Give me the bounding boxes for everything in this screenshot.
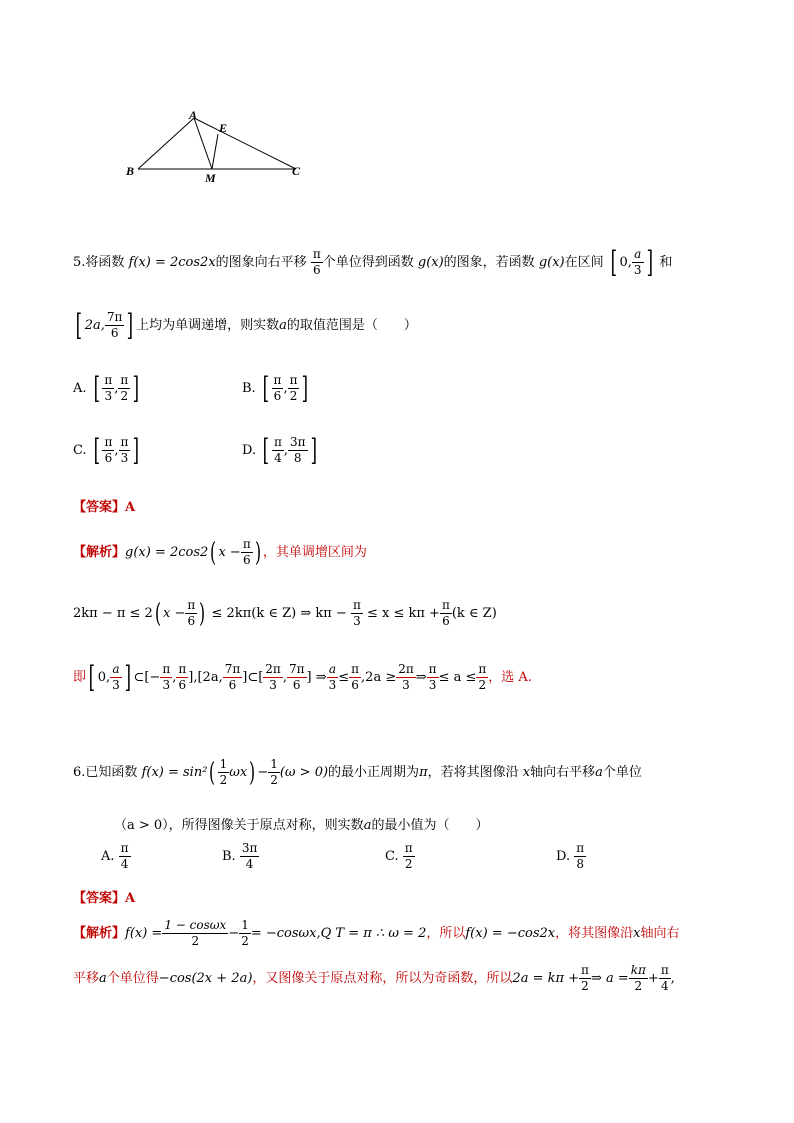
q6-answer: 【答案】A xyxy=(73,891,136,906)
q5-interval1-frac: $\frac{a}{3}$ xyxy=(633,247,642,277)
vertex-label-b: B xyxy=(126,164,135,178)
vertex-label-c: C xyxy=(292,164,301,178)
vertex-label-a: A xyxy=(189,108,198,122)
q5-option-d[interactable]: D. [ $\frac{\pi}{4}$ , $\frac{3\pi}{8}$ ] xyxy=(242,432,317,468)
q5-fx: f(x) = 2cos2x xyxy=(128,255,216,270)
q6-analysis-line2: 平移a个单位得−cos(2x + 2a)，又图像关于原点对称，所以为奇函数，所以2a = kπ + $\frac{\pi}{2}$ ⇒ a = $\frac{k\pi}{2}$ + $\frac{\pi}{4}$ , xyxy=(73,963,675,993)
q5-answer: 【答案】A xyxy=(73,500,136,515)
q6-option-d[interactable]: D. $\frac{\pi}{8}$ xyxy=(556,841,585,871)
vertex-label-e: E xyxy=(219,121,228,135)
q5-interval2-frac: $\frac{7\pi}{6}$ xyxy=(106,310,123,340)
q5-analysis-line1: 【解析】g(x) = 2cos2( x − $\frac{\pi}{6}$ ) ，其单调增区间为 xyxy=(73,537,367,568)
q5-stem-line2: [ 2a, $\frac{7\pi}{6}$ ] 上均为单调递增，则实数a的取值范围是（ ） xyxy=(75,307,417,343)
q5-analysis-line2: 2kπ − π ≤ 2( x − $\frac{\pi}{6}$ ) ≤ 2kπ(k ∈ Z) ⇒ kπ − $\frac{\pi}{3}$ ≤ x ≤ kπ + $\frac{\pi}{6}$ (k ∈ Z) xyxy=(73,598,497,629)
q6-option-b[interactable]: B. $\frac{3\pi}{4}$ xyxy=(222,841,258,871)
vertex-label-m: M xyxy=(205,171,216,185)
q6-stem-line2: （a > 0），所得图像关于原点对称，则实数a的最小值为（ ） xyxy=(114,818,489,833)
q5-option-b[interactable]: B. [ $\frac{\pi}{6}$ , $\frac{\pi}{2}$ ] xyxy=(242,370,309,406)
q6-analysis-line1: 【解析】f(x) = $\frac{1 - \cos\omega x}{2}$ − $\frac{1}{2}$ = −cosωx,Q T = π ∴ ω = 2，所以f(x) = −cos2x，将其图像沿x轴向右 xyxy=(73,918,680,948)
q6-number: 6. xyxy=(73,765,86,780)
q5-analysis-line3: 即[ 0, $\frac{a}{3}$ ] ⊂[− $\frac{\pi}{3}$ , $\frac{\pi}{6}$ ],[2a, $\frac{7\pi}{6}$ ]⊂[ $\frac{2\pi}{3}$ , $\frac{7\pi}{6}$ ] ⇒ $\frac{a}{3}$ ≤ $\frac{\pi}{6}$ ,2a ≥ $\frac{2\pi}{3}$ ⇒ $\frac{\pi}{3}$ ≤ a ≤ $\frac{\pi}{2}$ ，选 A. xyxy=(73,659,532,695)
q6-option-a[interactable]: A. $\frac{\pi}{4}$ xyxy=(101,841,129,871)
q5-stem-line1: 5.将函数 f(x) = 2cos2x的图象向右平移 $\frac{\pi}{6}$ 个单位得到函数 g(x)的图象，若函数 g(x)在区间 [ 0, $\frac{a}{3}$ ] 和 xyxy=(73,244,673,280)
q5-option-a[interactable]: A. [ $\frac{\pi}{3}$ , $\frac{\pi}{2}$ ] xyxy=(73,370,140,406)
q5-option-c[interactable]: C. [ $\frac{\pi}{6}$ , $\frac{\pi}{3}$ ] xyxy=(73,432,140,468)
q5-number: 5. xyxy=(73,255,86,270)
q5-shift-frac: $\frac{\pi}{6}$ xyxy=(312,247,321,277)
q6-stem-line1: 6.已知函数 f(x) = sin²( $\frac{1}{2}$ ωx) − $\frac{1}{2}$ (ω > 0)的最小正周期为π，若将其图像沿 x轴向右平移a个单位 xyxy=(73,757,642,788)
q6-option-c[interactable]: C. $\frac{\pi}{2}$ xyxy=(385,841,413,871)
